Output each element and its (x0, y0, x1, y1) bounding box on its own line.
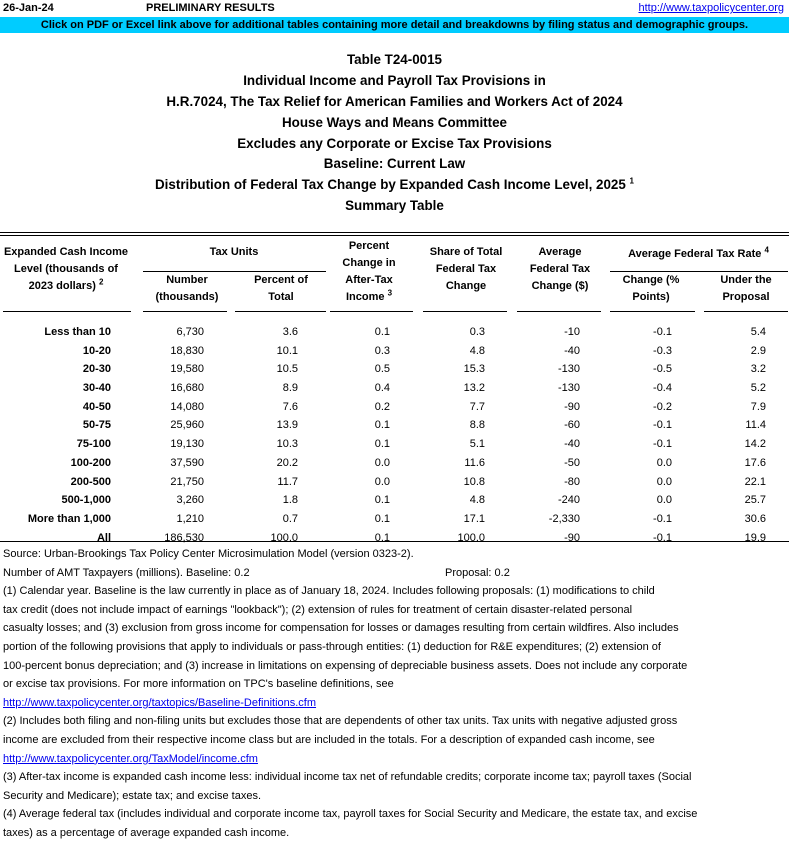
rate-under-cell: 5.4 (750, 326, 766, 338)
percent-total-cell: 7.6 (282, 400, 298, 413)
header-underline (610, 311, 695, 312)
share-cell: 15.3 (463, 363, 485, 376)
rate-under-cell: 5.2 (750, 382, 766, 395)
header-text: After-Tax (345, 274, 393, 286)
number-cell: 21,750 (170, 475, 204, 488)
note-1-line: tax credit (does not include impact of earnings "lookback"); (2) extension of rules for treatment of certain disaster-related personal (3, 603, 633, 616)
income-level-cell: More than 1,000 (27, 512, 111, 525)
note-2-line: (2) Includes both filing and non-filing units but excludes those that are dependents of other tax units. Tax units with negative adjusted gross (3, 715, 678, 728)
rate-under-cell: 17.6 (744, 456, 766, 469)
income-level-cell: 75-100 (76, 438, 111, 451)
income-level-cell: 50-75 (82, 419, 111, 432)
info-banner: Click on PDF or Excel link above for additional tables containing more detail and breakdowns by filing status and demographic groups. (0, 17, 789, 33)
header-text: Level (thousands of (14, 263, 118, 275)
baseline-definitions-link[interactable]: http://www.taxpolicycenter.org/taxtopics/Baseline-Definitions.cfm (3, 696, 317, 709)
table-row (0, 473, 789, 492)
header-underline (704, 311, 788, 312)
pct-change-cell: 0.1 (374, 531, 390, 544)
header-text (328, 289, 410, 306)
avg-change-cell: -40 (564, 344, 580, 357)
note-4-line: taxes) as a percentage of average expanded cash income. (3, 826, 290, 839)
rate-under-cell: 30.6 (744, 512, 766, 525)
percent-total-cell: 11.7 (277, 475, 298, 488)
col-header-avg-change (512, 244, 608, 295)
note-1-line: casualty losses; and (3) exclusion from gross income for compensation for losses or damages resulting from certain wildfires. Also includes (3, 622, 679, 635)
share-cell: 5.1 (469, 438, 485, 451)
pct-change-cell: 0.1 (374, 438, 390, 451)
rate-under-cell: 22.1 (744, 475, 766, 488)
percent-total-cell: 10.3 (276, 438, 298, 451)
header-text: Percent (348, 240, 390, 252)
header-text: Proposal (722, 291, 770, 303)
rate-change-cell: -0.1 (653, 438, 672, 451)
rate-change-cell: -0.5 (653, 363, 672, 376)
share-cell: 8.8 (469, 419, 485, 432)
rate-change-cell: -0.1 (653, 512, 672, 525)
title-text: Distribution of Federal Tax Change by Expanded Cash Income Level, 2025 (155, 177, 626, 193)
share-cell: 7.7 (469, 400, 485, 413)
note-4-line: (4) Average federal tax (includes individual and corporate income tax, payroll taxes for Social Security and Medicare, the estate tax, and excise (3, 808, 698, 821)
rate-change-cell: -0.1 (653, 419, 672, 432)
number-cell: 25,960 (170, 419, 204, 432)
table-row (0, 323, 789, 342)
header-text: Under the (720, 274, 772, 286)
header-underline (330, 311, 413, 312)
number-cell: 19,580 (170, 363, 204, 376)
pct-change-cell: 0.0 (374, 475, 390, 488)
percent-total-cell: 3.6 (282, 326, 298, 338)
footnote-ref: 2 (98, 277, 104, 287)
header-text: Change ($) (531, 280, 589, 292)
rate-change-cell: 0.0 (656, 494, 672, 507)
percent-total-cell: 10.1 (276, 344, 298, 357)
header-text: Number (166, 274, 208, 286)
pct-change-cell: 0.3 (374, 344, 390, 357)
number-cell: 14,080 (170, 400, 204, 413)
income-level-cell: 30-40 (82, 382, 111, 395)
table-row (0, 454, 789, 473)
col-header-rate-under (700, 272, 789, 306)
rate-under-cell: 2.9 (750, 344, 766, 357)
rate-under-cell: 25.7 (744, 494, 766, 507)
header-underline (235, 311, 326, 312)
title-line (0, 175, 789, 196)
amt-note (3, 564, 789, 583)
header-text: Average (538, 246, 582, 258)
title-line: Summary Table (345, 198, 444, 214)
header-text: Change (445, 280, 487, 292)
share-cell: 17.1 (463, 512, 485, 525)
income-level-cell: 100-200 (70, 456, 111, 469)
rate-under-cell: 7.9 (750, 400, 766, 413)
number-cell: 3,260 (176, 494, 204, 507)
col-header-avg-rate (608, 246, 789, 263)
income-level-cell: 500-1,000 (61, 494, 111, 507)
header-text: Federal Tax (529, 263, 591, 275)
title-line: House Ways and Means Committee (282, 114, 507, 130)
col-header-income-level (0, 244, 132, 295)
table-row (0, 416, 789, 435)
rate-under-cell: 3.2 (750, 363, 766, 376)
header-underline (143, 311, 227, 312)
header-text: Change (% (622, 274, 680, 286)
avg-change-cell: -130 (557, 363, 580, 376)
number-cell: 186,530 (164, 531, 204, 544)
income-level-cell: Less than 10 (44, 326, 111, 338)
header-text: Points) (632, 291, 670, 303)
footnotes (3, 545, 789, 843)
table-titles (0, 50, 789, 217)
number-cell: 1,210 (176, 512, 204, 525)
header-text: Total (268, 291, 294, 303)
note-1-line: (1) Calendar year. Baseline is the law currently in place as of January 18, 2024. Includes following proposals: (1) modifications to child (3, 585, 655, 598)
note-1-line: 100-percent bonus depreciation; and (3) increase in limitations on expensing of depreciable business assets. Does not include any corporate (3, 659, 688, 672)
rate-under-cell: 14.2 (744, 438, 766, 451)
rate-change-cell: -0.3 (653, 344, 672, 357)
note-3-line: (3) After-tax income is expanded cash income less: individual income tax net of refundable credits; corporate income tax; payroll taxes (Social (3, 771, 692, 784)
header-underline (517, 311, 601, 312)
tpc-website-link[interactable]: http://www.taxpolicycenter.org (638, 2, 784, 14)
share-cell: 4.8 (469, 494, 485, 507)
amt-baseline: Number of AMT Taxpayers (millions). Baseline: 0.2 (3, 566, 250, 579)
share-cell: 10.8 (463, 475, 485, 488)
percent-total-cell: 13.9 (276, 419, 298, 432)
header-text (0, 278, 132, 295)
col-header-rate-change (606, 272, 696, 306)
header-text: Change in (342, 257, 396, 269)
percent-total-cell: 0.7 (282, 512, 298, 525)
rate-change-cell: 0.0 (656, 475, 672, 488)
pct-change-cell: 0.4 (374, 382, 390, 395)
note-1-line: or excise tax provisions. For more information on TPC's baseline definitions, see (3, 678, 394, 691)
rate-change-cell: -0.1 (653, 326, 672, 338)
pct-change-cell: 0.0 (374, 456, 390, 469)
col-header-percent-total (234, 272, 328, 306)
amt-proposal: Proposal: 0.2 (445, 566, 510, 579)
pct-change-cell: 0.1 (374, 512, 390, 525)
rate-change-cell: 0.0 (656, 456, 672, 469)
avg-change-cell: -40 (564, 438, 580, 451)
table-id: Table T24-0015 (346, 52, 443, 67)
header-text: Average Federal Tax Rate (628, 248, 762, 260)
pct-change-cell: 0.1 (374, 326, 390, 338)
rate-change-cell: -0.2 (653, 400, 672, 413)
header-text: Expanded Cash Income (3, 246, 129, 258)
income-level-cell: 10-20 (82, 344, 111, 357)
pct-change-cell: 0.1 (374, 419, 390, 432)
footnote-ref: 3 (387, 288, 393, 298)
table-row (0, 491, 789, 510)
avg-change-cell: -130 (557, 382, 580, 395)
pct-change-cell: 0.2 (374, 400, 390, 413)
pct-change-cell: 0.5 (374, 363, 390, 376)
note-2-line: income are excluded from their respective income class but are included in the totals. For a description of expanded cash income, see (3, 733, 655, 746)
rate-under-cell: 11.4 (745, 419, 766, 432)
avg-change-cell: -2,330 (548, 512, 580, 525)
title-line: H.R.7024, The Tax Relief for American Families and Workers Act of 2024 (166, 93, 623, 109)
table-row (0, 379, 789, 398)
income-level-cell: 40-50 (82, 400, 111, 413)
table-row (0, 510, 789, 529)
percent-total-cell: 100.0 (270, 531, 298, 544)
preliminary-label: PRELIMINARY RESULTS (146, 2, 275, 14)
footnote-ref: 1 (629, 176, 634, 186)
share-cell: 11.6 (464, 456, 485, 469)
avg-change-cell: -90 (564, 400, 580, 413)
note-1-line: portion of the following provisions that apply to individuals or pass-through entities: (1) deduction for R&E expenditures; (2) extension of (3, 640, 661, 653)
share-cell: 4.8 (469, 344, 485, 357)
table-row (0, 342, 789, 361)
title-line: Excludes any Corporate or Excise Tax Provisions (237, 135, 552, 151)
header-underline (423, 311, 507, 312)
number-cell: 6,730 (176, 326, 204, 338)
header-text: Share of Total (429, 246, 503, 258)
note-3-line: Security and Medicare); estate tax; and excise taxes. (3, 789, 262, 802)
avg-change-cell: -50 (564, 456, 580, 469)
income-definition-link[interactable]: http://www.taxpolicycenter.org/TaxModel/income.cfm (3, 752, 258, 765)
rate-under-cell: 19.9 (744, 531, 766, 544)
avg-change-cell: -90 (564, 531, 580, 544)
income-level-cell: All (96, 531, 111, 544)
header-text: Income (345, 291, 385, 303)
header-rule (0, 232, 789, 233)
avg-change-cell: -240 (557, 494, 580, 507)
footnote-ref: 4 (764, 245, 769, 255)
income-level-cell: 200-500 (70, 475, 111, 488)
percent-total-cell: 20.2 (276, 456, 298, 469)
number-cell: 18,830 (170, 344, 204, 357)
avg-change-cell: -60 (564, 419, 580, 432)
avg-change-cell: -80 (564, 475, 580, 488)
date-label: 26-Jan-24 (3, 2, 54, 14)
table-body (0, 323, 789, 547)
source-note: Source: Urban-Brookings Tax Policy Center Microsimulation Model (version 0323-2). (3, 548, 414, 560)
pct-change-cell: 0.1 (374, 494, 390, 507)
col-header-tax-units: Tax Units (209, 246, 259, 258)
rate-change-cell: -0.1 (653, 531, 672, 544)
top-bar (0, 0, 789, 17)
rate-change-cell: -0.4 (653, 382, 672, 395)
title-line: Baseline: Current Law (323, 156, 466, 172)
col-header-share (420, 244, 512, 295)
share-cell: 0.3 (469, 326, 485, 338)
table-row (0, 398, 789, 417)
table-row (0, 435, 789, 454)
number-cell: 37,590 (170, 456, 204, 469)
percent-total-cell: 10.5 (276, 363, 298, 376)
share-cell: 100.0 (457, 531, 485, 544)
table-bottom-rule (0, 541, 789, 542)
avg-change-cell: -10 (564, 326, 580, 338)
header-text: (thousands) (155, 291, 219, 303)
table-row (0, 360, 789, 379)
header-underline (3, 311, 131, 312)
header-text: Percent of (254, 274, 308, 286)
col-header-pct-change (328, 238, 410, 306)
col-header-number (140, 272, 234, 306)
percent-total-cell: 8.9 (282, 382, 298, 395)
income-level-cell: 20-30 (82, 363, 111, 376)
share-cell: 13.2 (463, 382, 485, 395)
header-text: 2023 dollars) (28, 280, 96, 292)
header-rule (0, 235, 789, 236)
number-cell: 19,130 (170, 438, 204, 451)
number-cell: 16,680 (170, 382, 204, 395)
header-text: Federal Tax (435, 263, 497, 275)
percent-total-cell: 1.8 (282, 494, 298, 507)
title-line: Individual Income and Payroll Tax Provisions in (243, 72, 546, 88)
